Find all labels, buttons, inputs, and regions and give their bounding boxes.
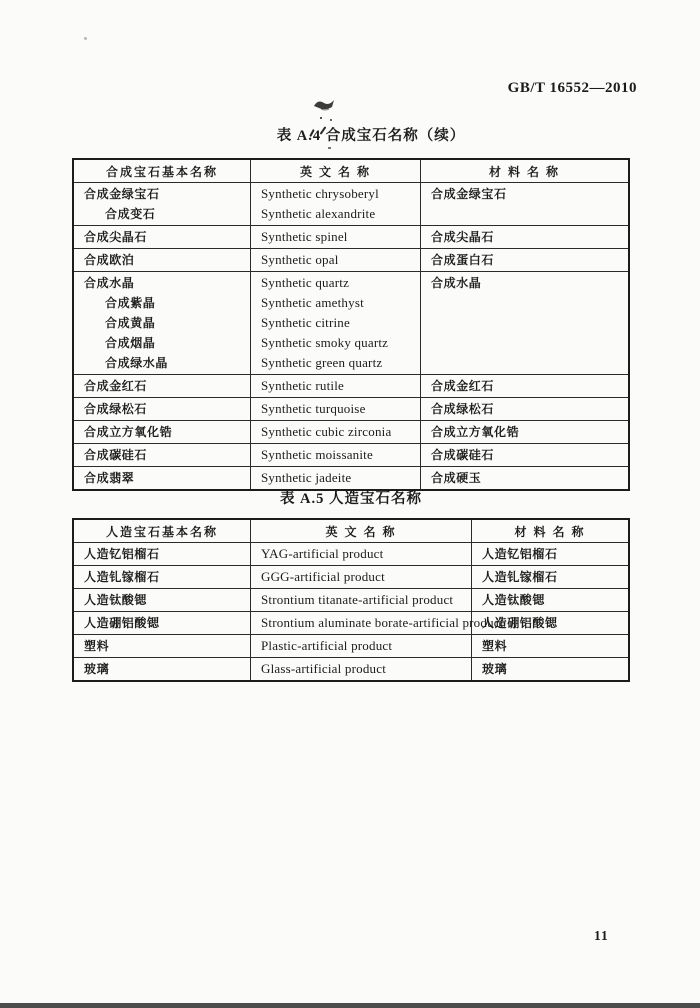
ink-dot xyxy=(328,147,331,149)
document-code: GB/T 16552—2010 xyxy=(507,80,637,96)
cell-basic-name xyxy=(74,421,251,443)
cell-material-name xyxy=(421,249,628,271)
material-name-line: 人造钇铝榴石 xyxy=(482,547,558,561)
cell-english-name xyxy=(251,183,421,225)
cell-english-name xyxy=(251,375,421,397)
english-name-line: Glass-artificial product xyxy=(261,661,387,676)
ink-dot xyxy=(320,117,322,119)
table-row xyxy=(74,543,628,566)
english-name-line: Synthetic opal xyxy=(261,252,339,267)
table-row xyxy=(74,226,628,249)
basic-name-line: 合成黄晶 xyxy=(105,316,156,330)
table-a5-title: 表 A.5 人造宝石名称 xyxy=(279,491,423,507)
basic-name-line: 合成水晶 xyxy=(84,276,135,290)
basic-name-line: 人造硼铝酸锶 xyxy=(84,616,160,630)
table-a5-header-material-name: 材 料 名 称 xyxy=(514,524,586,539)
material-name-line: 合成水晶 xyxy=(431,276,482,290)
cell-material-name xyxy=(472,543,628,565)
cell-material-name xyxy=(421,183,628,225)
cell-basic-name xyxy=(74,612,251,634)
english-name-line: Synthetic spinel xyxy=(261,229,348,244)
table-a5-header-basic-name: 人造宝石基本名称 xyxy=(74,520,251,542)
ink-smudge xyxy=(313,96,337,118)
english-name-line: Strontium aluminate borate-artificial product xyxy=(261,615,504,630)
table-a4-header-basic-name: 合成宝石基本名称 xyxy=(74,160,251,182)
cell-material-name xyxy=(421,226,628,248)
table-row xyxy=(74,467,628,489)
material-name-line: 人造钆镓榴石 xyxy=(482,570,558,584)
basic-name-line: 合成碳硅石 xyxy=(84,448,148,462)
english-name-line: Plastic-artificial product xyxy=(261,638,393,653)
cell-basic-name xyxy=(74,398,251,420)
english-name-line: GGG-artificial product xyxy=(261,569,385,584)
page-number: 11 xyxy=(594,928,609,943)
cell-material-name xyxy=(472,566,628,588)
english-name-line: YAG-artificial product xyxy=(261,546,384,561)
english-name-line: Synthetic turquoise xyxy=(261,401,366,416)
cell-material-name xyxy=(472,635,628,657)
table-row xyxy=(74,658,628,680)
table-row xyxy=(74,589,628,612)
basic-name-line: 合成金红石 xyxy=(84,379,148,393)
material-name-line: 合成蛋白石 xyxy=(431,253,495,267)
english-name-line: Synthetic amethyst xyxy=(261,295,364,310)
table-a5-header-row xyxy=(74,520,628,543)
cell-basic-name xyxy=(74,226,251,248)
basic-name-line: 合成欧泊 xyxy=(84,253,135,267)
basic-name-line: 合成绿水晶 xyxy=(105,356,169,370)
table-row xyxy=(74,272,628,375)
material-name-line: 人造硼铝酸锶 xyxy=(482,616,558,630)
english-name-line: Synthetic chrysoberyl xyxy=(261,186,379,201)
english-name-line: Synthetic moissanite xyxy=(261,447,373,462)
basic-name-line: 合成烟晶 xyxy=(105,336,156,350)
table-row xyxy=(74,612,628,635)
cell-material-name xyxy=(421,398,628,420)
english-name-line: Strontium titanate-artificial product xyxy=(261,592,454,607)
table-a5-body xyxy=(74,543,628,680)
basic-name-line: 塑料 xyxy=(84,639,110,653)
table-row xyxy=(74,375,628,398)
basic-name-line: 合成金绿宝石 xyxy=(84,187,160,201)
table-a4-header-english-name: 英 文 名 称 xyxy=(251,160,421,182)
material-name-line: 玻璃 xyxy=(482,662,508,676)
table-row xyxy=(74,183,628,226)
cell-material-name xyxy=(472,589,628,611)
cell-english-name xyxy=(251,589,472,611)
table-a4 xyxy=(72,158,630,491)
material-name-line: 合成金绿宝石 xyxy=(431,187,507,201)
cell-basic-name xyxy=(74,272,251,374)
table-a5-header-english-name: 英 文 名 称 xyxy=(251,520,472,542)
english-name-line: Synthetic citrine xyxy=(261,315,350,330)
cell-basic-name xyxy=(74,183,251,225)
material-name-line: 合成碳硅石 xyxy=(431,448,495,462)
scan-edge-bottom xyxy=(0,1003,700,1008)
material-name-line: 合成绿松石 xyxy=(431,402,495,416)
basic-name-line: 合成立方氧化锆 xyxy=(84,425,173,439)
english-name-line: Synthetic smoky quartz xyxy=(261,335,389,350)
cell-basic-name xyxy=(74,566,251,588)
table-row xyxy=(74,566,628,589)
basic-name-line: 人造钇铝榴石 xyxy=(84,547,160,561)
cell-english-name xyxy=(251,566,472,588)
cell-material-name xyxy=(421,272,628,374)
cell-basic-name xyxy=(74,658,251,680)
basic-name-line: 合成翡翠 xyxy=(84,471,135,485)
cell-basic-name xyxy=(74,375,251,397)
cell-material-name xyxy=(421,421,628,443)
table-row xyxy=(74,249,628,272)
english-name-line: Synthetic jadeite xyxy=(261,470,352,485)
basic-name-line: 玻璃 xyxy=(84,662,110,676)
table-a4-body xyxy=(74,183,628,489)
cell-basic-name xyxy=(74,589,251,611)
table-a4-header-material-name: 材 料 名 称 xyxy=(488,164,560,179)
cell-english-name xyxy=(251,635,472,657)
cell-english-name xyxy=(251,249,421,271)
cell-english-name xyxy=(251,421,421,443)
cell-material-name xyxy=(421,375,628,397)
material-name-line: 塑料 xyxy=(482,639,508,653)
cell-material-name xyxy=(472,612,628,634)
cell-basic-name xyxy=(74,543,251,565)
cell-basic-name xyxy=(74,467,251,489)
cell-english-name xyxy=(251,398,421,420)
basic-name-line: 合成绿松石 xyxy=(84,402,148,416)
english-name-line: Synthetic rutile xyxy=(261,378,344,393)
table-a4-title: 表 A.4 合成宝石名称（续） xyxy=(276,128,466,144)
cell-material-name xyxy=(472,658,628,680)
material-name-line: 合成立方氧化锆 xyxy=(431,425,520,439)
cell-english-name xyxy=(251,272,421,374)
basic-name-line: 合成变石 xyxy=(105,207,156,221)
cell-basic-name xyxy=(74,635,251,657)
ink-dot xyxy=(330,119,332,121)
material-name-line: 合成金红石 xyxy=(431,379,495,393)
table-row xyxy=(74,398,628,421)
cell-english-name xyxy=(251,612,504,634)
basic-name-line: 合成紫晶 xyxy=(105,296,156,310)
cell-basic-name xyxy=(74,249,251,271)
english-name-line: Synthetic green quartz xyxy=(261,355,383,370)
material-name-line: 合成硬玉 xyxy=(431,471,482,485)
cell-english-name xyxy=(251,467,421,489)
table-row xyxy=(74,444,628,467)
english-name-line: Synthetic alexandrite xyxy=(261,206,376,221)
cell-english-name xyxy=(251,543,472,565)
cell-english-name xyxy=(251,444,421,466)
cell-english-name xyxy=(251,226,421,248)
paper-speck xyxy=(84,37,87,40)
english-name-line: Synthetic cubic zirconia xyxy=(261,424,392,439)
material-name-line: 合成尖晶石 xyxy=(431,230,495,244)
basic-name-line: 合成尖晶石 xyxy=(84,230,148,244)
cell-english-name xyxy=(251,658,472,680)
table-row xyxy=(74,635,628,658)
material-name-line: 人造钛酸锶 xyxy=(482,593,546,607)
english-name-line: Synthetic quartz xyxy=(261,275,350,290)
cell-basic-name xyxy=(74,444,251,466)
basic-name-line: 人造钛酸锶 xyxy=(84,593,148,607)
basic-name-line: 人造钆镓榴石 xyxy=(84,570,160,584)
cell-material-name xyxy=(421,444,628,466)
table-row xyxy=(74,421,628,444)
table-a4-header-row xyxy=(74,160,628,183)
table-a5 xyxy=(72,518,630,682)
cell-material-name xyxy=(421,467,628,489)
